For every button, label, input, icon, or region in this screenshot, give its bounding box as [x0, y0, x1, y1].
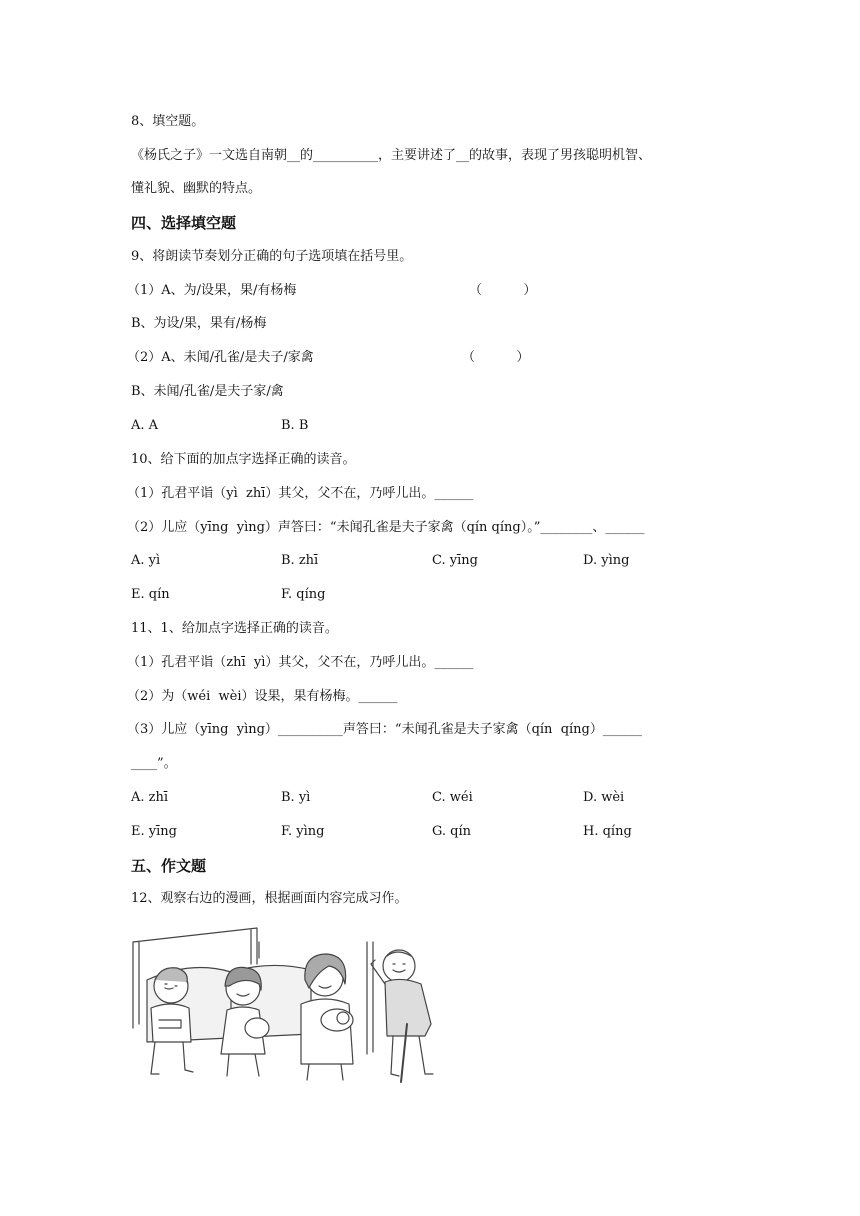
- q11-option-d: D. wèi: [583, 790, 625, 805]
- q11-option-f: F. yìng: [281, 824, 325, 839]
- bus-comic-illustration: [131, 924, 441, 1086]
- q8-line2: 懂礼貌、幽默的特点。: [131, 181, 262, 196]
- q10-option-e: E. qín: [131, 587, 170, 602]
- q10-option-c: C. yīng: [432, 553, 478, 568]
- q9-item1-b: B、为设/果，果有/杨梅: [131, 316, 267, 331]
- q11-line4: ____”。: [131, 756, 177, 771]
- q8-line1: 《杨氏之子》一文选自南朝__的__________，主要讲述了__的故事，表现了男孩聪明机智、: [131, 148, 652, 163]
- section5-heading: 五、作文题: [131, 857, 207, 875]
- q11-title: 11、1、给加点字选择正确的读音。: [131, 621, 338, 636]
- q11-option-c: C. wéi: [432, 790, 473, 805]
- q9-item2-answer-paren: （ ）: [462, 350, 530, 365]
- q10-option-f: F. qíng: [281, 587, 326, 602]
- q11-option-a: A. zhī: [131, 790, 169, 805]
- q9-item1-answer-paren: （ ）: [469, 283, 537, 298]
- q12-title: 12、观察右边的漫画，根据画面内容完成习作。: [131, 891, 408, 906]
- q9-title: 9、将朗读节奏划分正确的句子选项填在括号里。: [131, 249, 413, 264]
- q9-item2-b: B、未闻/孔雀/是夫子家/禽: [131, 384, 284, 399]
- q11-line2: （2）为（wéi wèi）设果，果有杨梅。______: [127, 689, 398, 704]
- q9-item1-a: （1）A、为/设果，果/有杨梅: [127, 283, 297, 298]
- q9-option-a: A. A: [131, 418, 159, 433]
- q9-option-b: B. B: [281, 418, 309, 433]
- q11-option-g: G. qín: [432, 824, 472, 839]
- q10-line2: （2）儿应（yīng yìng）声答曰：“未闻孔雀是夫子家禽（qín qíng）。”________、______: [127, 520, 645, 535]
- q10-title: 10、给下面的加点字选择正确的读音。: [131, 452, 356, 467]
- q10-option-d: D. yìng: [583, 553, 630, 568]
- q8-title: 8、填空题。: [131, 114, 205, 129]
- q11-line3: （3）儿应（yīng yìng）__________声答曰：“未闻孔雀是夫子家禽（qín qíng）______: [127, 722, 642, 737]
- q9-item2-a: （2）A、未闻/孔雀/是夫子/家禽: [127, 350, 314, 365]
- q11-option-e: E. yīng: [131, 824, 177, 839]
- q11-option-h: H. qíng: [583, 824, 632, 839]
- section4-heading: 四、选择填空题: [131, 214, 237, 232]
- q11-line1: （1）孔君平诣（zhī yì）其父，父不在，乃呼儿出。______: [127, 655, 474, 670]
- q11-option-b: B. yì: [281, 790, 311, 805]
- q10-line1: （1）孔君平诣（yì zhī）其父，父不在，乃呼儿出。______: [127, 486, 474, 501]
- q10-option-a: A. yì: [131, 553, 161, 568]
- q10-option-b: B. zhī: [281, 553, 319, 568]
